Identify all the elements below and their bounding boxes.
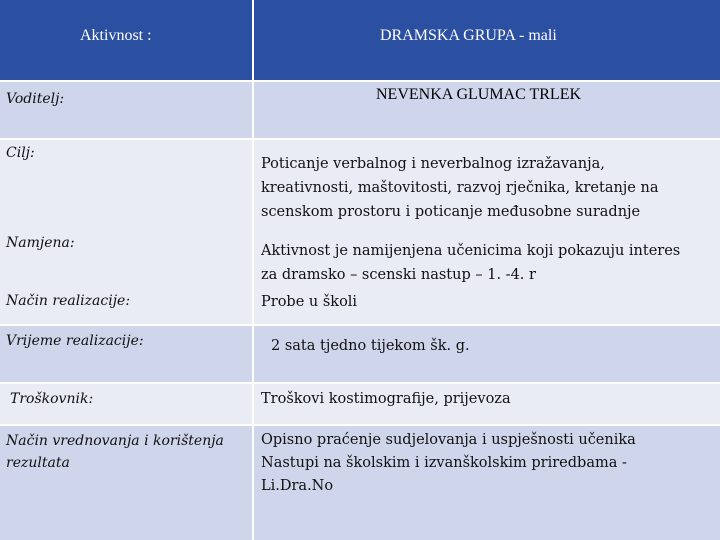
evaluation-line: Li.Dra.No xyxy=(261,478,334,494)
goal-line: scenskom prostoru i poticanje međusobne suradnje xyxy=(261,204,641,220)
row-cost-label-cell xyxy=(0,384,252,424)
row-evaluation-label-cell xyxy=(0,426,252,540)
row-goal-value-cell xyxy=(254,140,720,324)
header-left-cell xyxy=(0,0,252,80)
header-activity-label: Aktivnost : xyxy=(80,27,152,44)
implementation-label: Način realizacije: xyxy=(6,293,131,309)
time-label: Vrijeme realizacije: xyxy=(6,333,144,349)
row-evaluation-value-cell xyxy=(254,426,720,540)
row-time-value-cell xyxy=(254,326,720,382)
goal-value xyxy=(254,152,658,224)
row-leader-value-cell xyxy=(254,82,720,138)
purpose-value xyxy=(254,239,680,287)
cost-value: Troškovi kostimografije, prijevoza xyxy=(261,391,511,407)
evaluation-label xyxy=(0,430,224,474)
evaluation-line: Nastupi na školskim i izvanškolskim priredbama - xyxy=(261,455,627,471)
leader-value: NEVENKA GLUMAC TRLEK xyxy=(376,86,582,103)
evaluation-label-line: Način vrednovanja i korištenja xyxy=(6,433,224,449)
purpose-line: za dramsko – scenski nastup – 1. -4. r xyxy=(261,267,536,283)
evaluation-label-line: rezultata xyxy=(6,455,70,471)
goal-line: kreativnosti, maštovitosti, razvoj rječnika, kretanje na xyxy=(261,180,659,196)
evaluation-line: Opisno praćenje sudjelovanja i uspješnosti učenika xyxy=(261,432,636,448)
row-time-label-cell xyxy=(0,326,252,382)
header-activity-title: DRAMSKA GRUPA - mali xyxy=(380,27,557,44)
goal-line: Poticanje verbalnog i neverbalnog izražavanja, xyxy=(261,156,605,172)
row-goal-label-cell xyxy=(0,140,252,324)
purpose-label: Namjena: xyxy=(6,235,75,251)
cost-label: Troškovnik: xyxy=(10,391,94,407)
row-leader-label-cell xyxy=(0,82,252,138)
goal-label: Cilj: xyxy=(6,145,35,161)
header-right-cell xyxy=(254,0,720,80)
row-cost-value-cell xyxy=(254,384,720,424)
leader-label: Voditelj: xyxy=(6,91,65,107)
evaluation-value xyxy=(254,429,636,498)
time-value: 2 sata tjedno tijekom šk. g. xyxy=(271,338,470,354)
purpose-line: Aktivnost je namijenjena učenicima koji pokazuju interes xyxy=(261,243,681,259)
implementation-value: Probe u školi xyxy=(261,294,358,310)
